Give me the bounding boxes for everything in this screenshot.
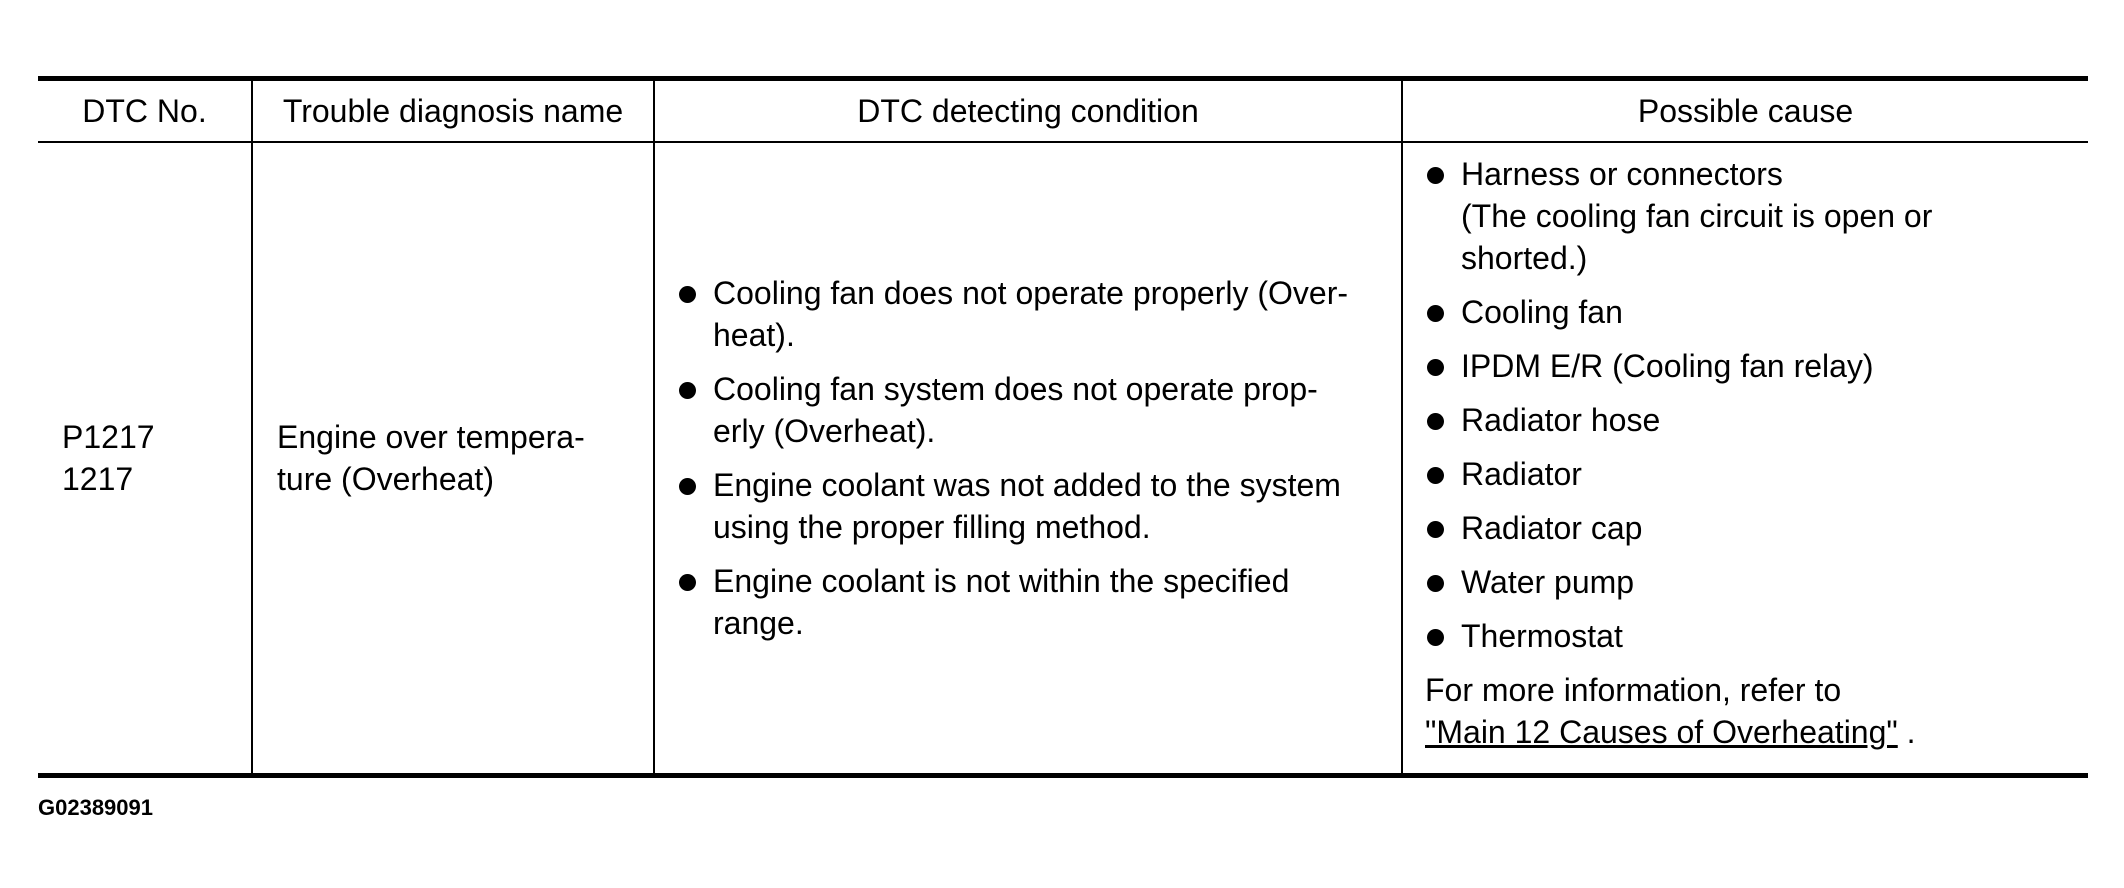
- more-info-text: For more information, refer to: [1425, 672, 1842, 708]
- condition-text: heat).: [713, 317, 795, 353]
- list-item: [1425, 561, 2068, 603]
- cause-text: Water pump: [1461, 564, 1635, 600]
- cause-text: Harness or connectors: [1461, 156, 1783, 192]
- bullet-icon: [679, 478, 696, 495]
- condition-text: Engine coolant is not within the specified: [713, 563, 1290, 599]
- list-item: [677, 464, 1387, 548]
- diagnosis-name-cell: [252, 142, 654, 776]
- cause-text: shorted.): [1461, 240, 1588, 276]
- cause-text: IPDM E/R (Cooling fan relay): [1461, 348, 1874, 384]
- header-detecting-condition: DTC detecting condition: [654, 79, 1402, 143]
- cause-list: [1425, 153, 2068, 657]
- condition-list: [677, 272, 1387, 644]
- list-item: [1425, 291, 2068, 333]
- cause-text: (The cooling fan circuit is open or: [1461, 198, 1933, 234]
- cause-text: Thermostat: [1461, 618, 1623, 654]
- dtc-table: [38, 76, 2088, 778]
- overheating-causes-link[interactable]: "Main 12 Causes of Overheating": [1425, 714, 1898, 750]
- condition-text: using the proper filling method.: [713, 509, 1151, 545]
- bullet-icon: [1427, 413, 1444, 430]
- list-item: [1425, 153, 2068, 279]
- figure-id: G02389091: [38, 795, 153, 820]
- cause-text: Radiator hose: [1461, 402, 1661, 438]
- condition-text: Cooling fan system does not operate prop-: [713, 371, 1318, 407]
- bullet-icon: [679, 382, 696, 399]
- bullet-icon: [1427, 629, 1444, 646]
- possible-cause-cell: [1402, 142, 2088, 776]
- table-row: [38, 142, 2088, 776]
- bullet-icon: [679, 286, 696, 303]
- list-item: [677, 560, 1387, 644]
- cause-text: Radiator cap: [1461, 510, 1643, 546]
- dtc-number-cell: [38, 142, 252, 776]
- header-diagnosis-name: Trouble diagnosis name: [252, 79, 654, 143]
- condition-text: erly (Overheat).: [713, 413, 936, 449]
- cause-text: Cooling fan: [1461, 294, 1623, 330]
- note-suffix: .: [1897, 714, 1916, 750]
- header-possible-cause: Possible cause: [1402, 79, 2088, 143]
- list-item: [1425, 399, 2068, 441]
- list-item: [1425, 345, 2068, 387]
- cause-text: Radiator: [1461, 456, 1582, 492]
- list-item: [1425, 453, 2068, 495]
- dtc-number-alt: 1217: [62, 461, 134, 497]
- list-item: [677, 272, 1387, 356]
- more-info-note: [1425, 669, 2068, 753]
- condition-text: Cooling fan does not operate properly (Over-: [713, 275, 1349, 311]
- bullet-icon: [1427, 467, 1444, 484]
- condition-text: Engine coolant was not added to the system: [713, 467, 1341, 503]
- table-header-row: [38, 79, 2088, 143]
- bullet-icon: [1427, 305, 1444, 322]
- condition-text: range.: [713, 605, 804, 641]
- diagnosis-name-line: ture (Overheat): [277, 461, 494, 497]
- detecting-condition-cell: [654, 142, 1402, 776]
- bullet-icon: [1427, 575, 1444, 592]
- list-item: [1425, 507, 2068, 549]
- diagnosis-name-line: Engine over tempera-: [277, 419, 585, 455]
- list-item: [677, 368, 1387, 452]
- header-dtc-no: DTC No.: [38, 79, 252, 143]
- bullet-icon: [679, 574, 696, 591]
- bullet-icon: [1427, 359, 1444, 376]
- dtc-number: P1217: [62, 419, 155, 455]
- list-item: [1425, 615, 2068, 657]
- bullet-icon: [1427, 167, 1444, 184]
- bullet-icon: [1427, 521, 1444, 538]
